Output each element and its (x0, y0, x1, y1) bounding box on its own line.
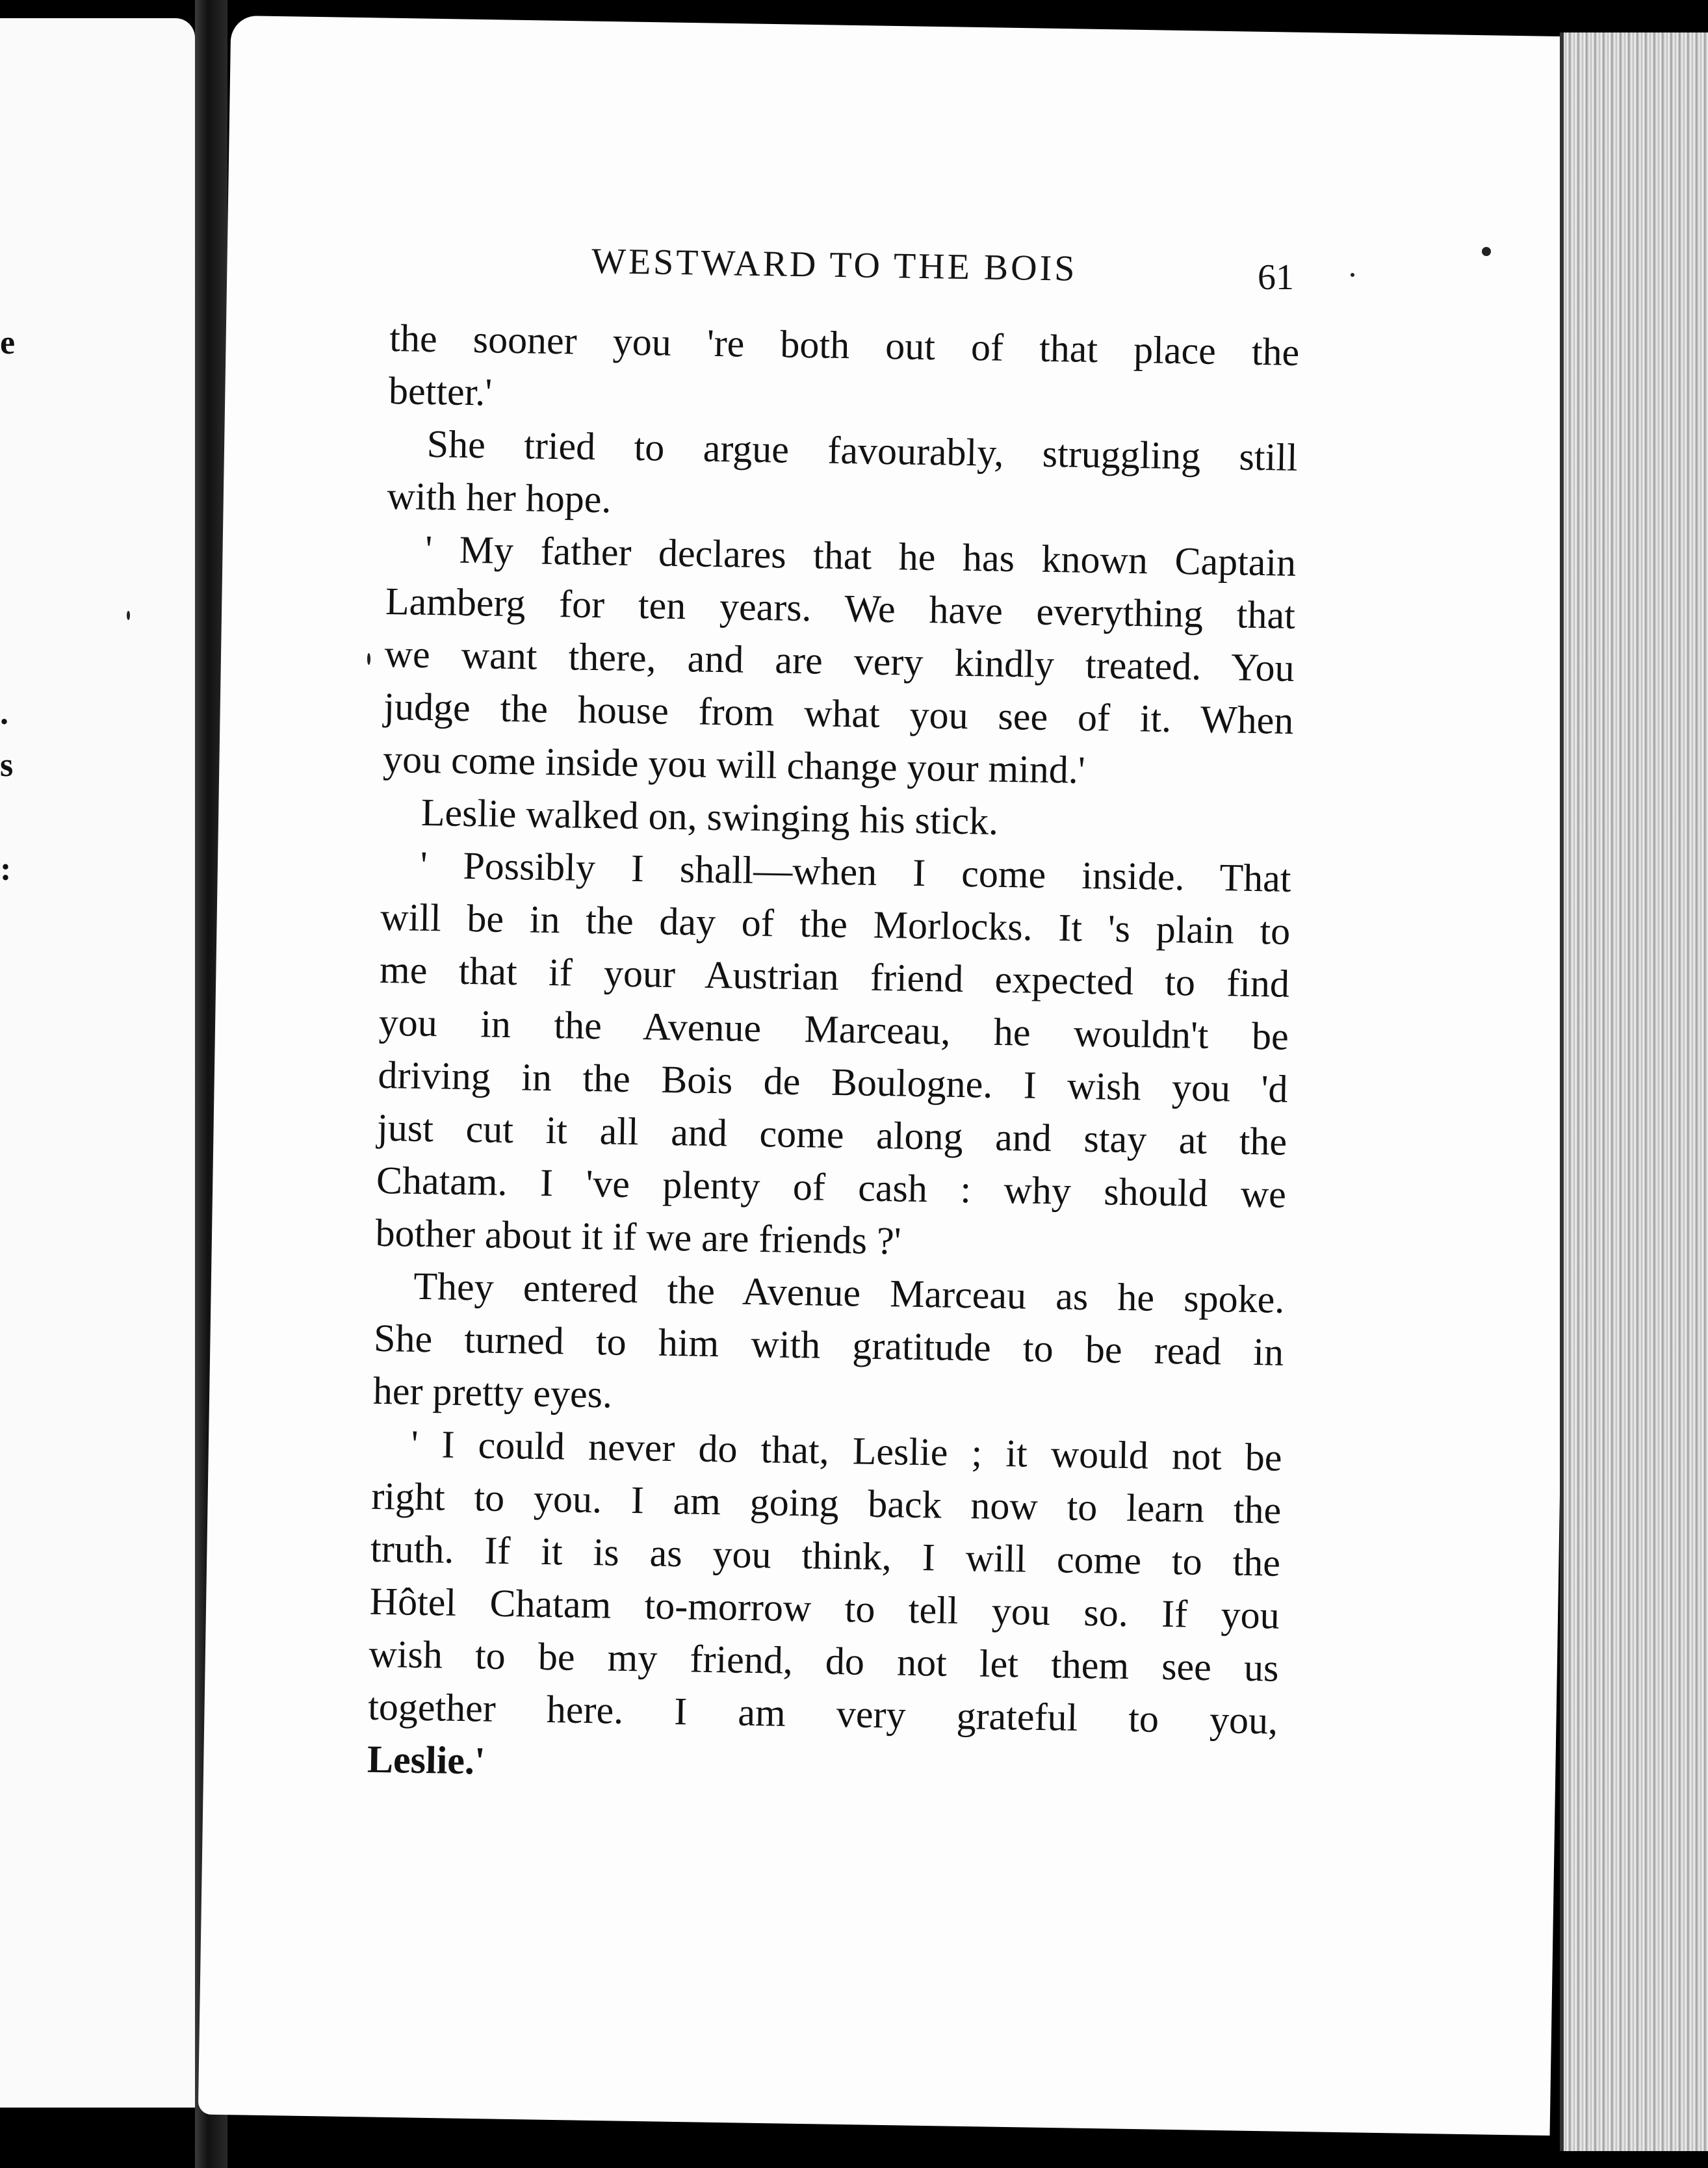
text-line: Hôtel Chatam to-morrow to tell you so. If you (369, 1579, 1280, 1637)
text-line: her pretty eyes. (372, 1369, 613, 1416)
text-line: just cut it all and come along and stay at the (376, 1105, 1287, 1163)
text-line: truth. If it is as you think, I will come to the (370, 1527, 1281, 1584)
text-line: Lamberg for ten years. We have everything that (385, 579, 1296, 637)
text-line: right to you. I am going back now to learn the (370, 1474, 1282, 1532)
page-number: 61 (1258, 257, 1294, 298)
margin-fragment: e (0, 324, 16, 361)
text-line: Leslie walked on, swinging his stick. (421, 790, 999, 843)
page-edges (1560, 32, 1708, 2151)
text-line: you come inside you will change your mind.' (382, 737, 1086, 792)
text-line: you in the Avenue Marceau, he wouldn't be (378, 1000, 1289, 1058)
running-head: WESTWARD TO THE BOIS (591, 241, 1078, 289)
text-line: wish to be my friend, do not let them see us (369, 1632, 1279, 1690)
previous-page (0, 18, 195, 2108)
margin-fragment: s (0, 747, 14, 784)
text-line: with her hope. (387, 474, 612, 521)
text-line: better.' (388, 368, 493, 414)
text-line: the sooner you 're both out of that place the (389, 316, 1300, 374)
text-line: bother about it if we are friends ?' (375, 1211, 901, 1263)
margin-fragment: . (0, 695, 8, 732)
scan-speck (127, 611, 130, 620)
text-line: judge the house from what you see of it. When (383, 684, 1294, 742)
text-line: Chatam. I 've plenty of cash : why should we (376, 1158, 1287, 1216)
text-line: ' I could never do that, Leslie ; it would not be (411, 1422, 1282, 1479)
text-line: ' My father declares that he has known Captain (424, 527, 1297, 584)
margin-fragment: : (0, 851, 12, 888)
text-line: She turned to him with gratitude to be read in (373, 1316, 1284, 1374)
text-line: will be in the day of the Morlocks. It 's plain to (380, 895, 1291, 953)
text-line: They entered the Avenue Marceau as he spoke. (413, 1264, 1285, 1321)
text-line: driving in the Bois de Boulogne. I wish you 'd (378, 1053, 1288, 1111)
text-line: Leslie.' (367, 1737, 486, 1783)
text-line: ' Possibly I shall—when I come inside. That (420, 843, 1291, 900)
text-line: together here. I am very grateful to you, (367, 1684, 1278, 1742)
body-text (367, 312, 1299, 1800)
text-line: me that if your Austrian friend expected to find (379, 948, 1290, 1005)
text-line: we want there, and are very kindly treated. You (384, 632, 1295, 690)
text-line: She tried to argue favourably, struggling still (426, 422, 1299, 479)
scan-speck (1351, 273, 1354, 277)
scan-speck (367, 653, 370, 665)
scan-speck (1482, 247, 1491, 256)
